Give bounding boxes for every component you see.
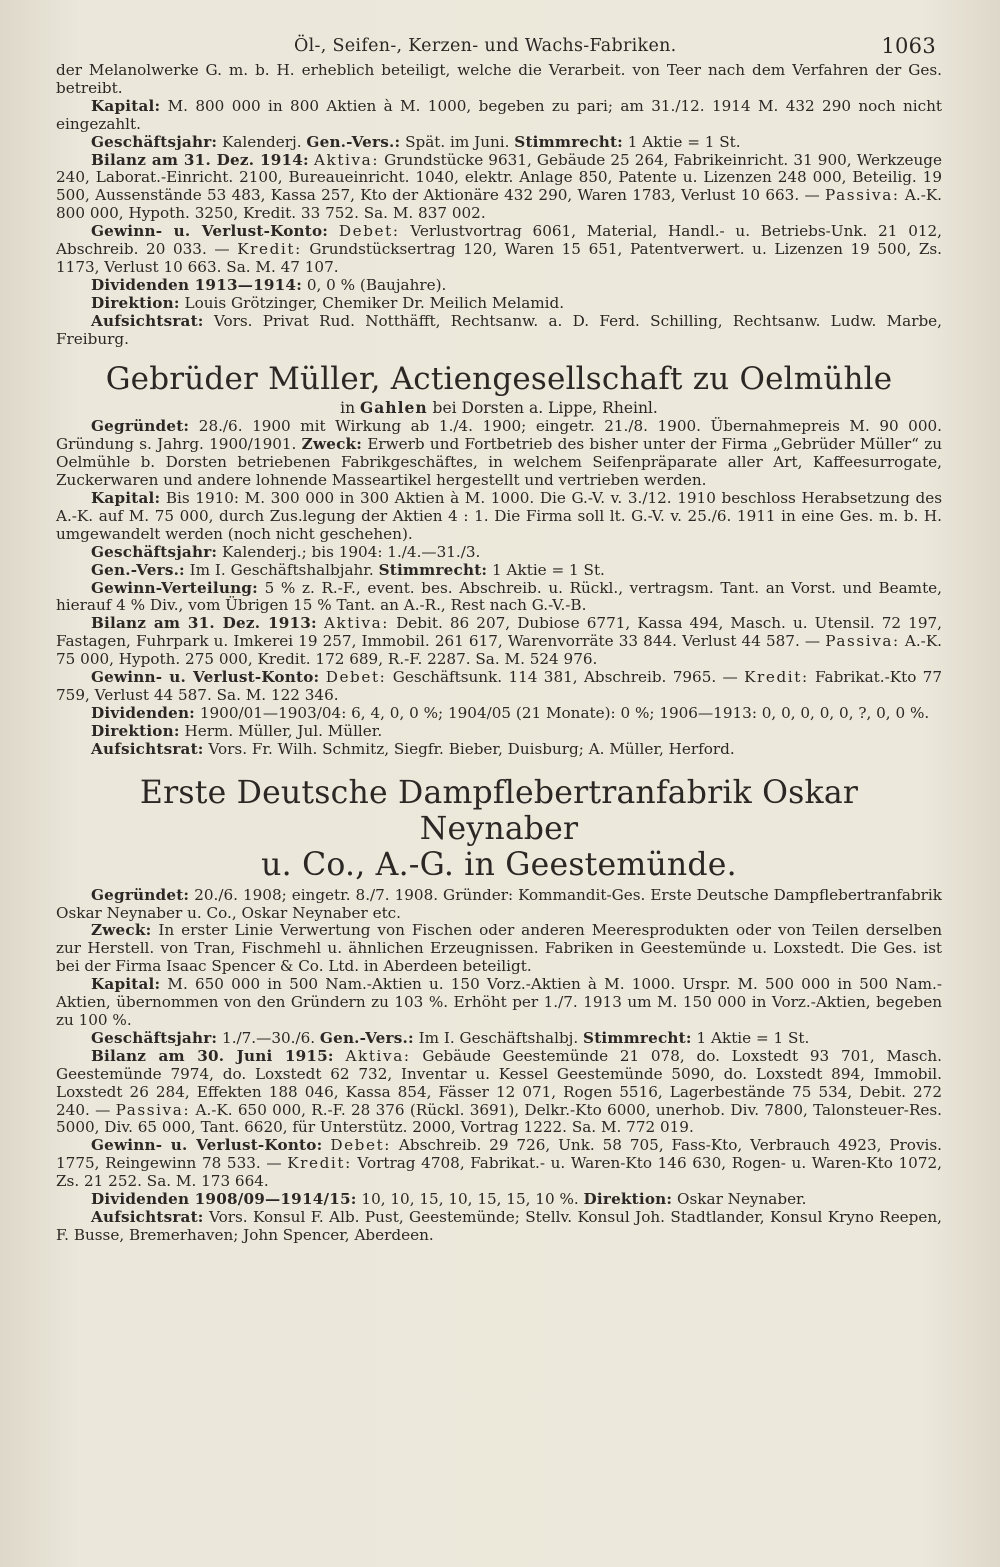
guv-paragraph (56, 223, 942, 277)
debet-label: Debet: (330, 1136, 392, 1155)
genvers-label: Gen.-Vers.: (319, 1028, 414, 1047)
dividenden-text: 0, 0 % (Baujahre). (302, 275, 447, 294)
direktion-label: Direktion: (583, 1190, 673, 1209)
geschaeftsjahr-text: 1./7.—30./6. (217, 1028, 320, 1047)
passiva-label: Passiva: (825, 632, 900, 651)
genvers-label: Gen.-Vers.: (91, 560, 185, 579)
zweck-text: In erster Linie Verwertung von Fischen oder anderen Meeresprodukten oder von Teilen derselben zur Herstell. von Tran, Fischmehl u. ähnlichen Erzeugnissen. Fabriken in Geestemünde u. Loxstedt. Die Ges. ist bei der Firma Isaac Spencer & Co. Ltd. in Aberdeen beteiligt. (56, 921, 942, 976)
debet-text: Verlustvortrag 6061, Material, Handl.- u. Betriebs-Unk. 21 012, Abschreib. 20 033. — (56, 222, 943, 259)
zweck-label: Zweck: (301, 435, 363, 454)
stimmrecht-text: 1 Aktie = 1 St. (487, 560, 605, 579)
aktiva-label: Aktiva: (313, 150, 380, 169)
previous-entry (56, 62, 942, 349)
aufsichtsrat-paragraph (56, 313, 942, 349)
kapital-label: Kapital: (91, 489, 161, 508)
location-rest: bei Dorsten a. Lippe, Rheinl. (427, 398, 658, 417)
kapital-text: M. 650 000 in 500 Nam.-Aktien u. 150 Vorz.-Aktien à M. 1000. Urspr. M. 500 000 in 500 Nam.-Aktien, übernommen von den Gründern zu 103 %. Erhöht per 1./7. 1913 um M. 150 000 in Vorz.-Aktien, begeben zu 100 %. (56, 975, 942, 1029)
company-title-line2: u. Co., A.-G. in Geestemünde. (261, 846, 737, 883)
aufsichtsrat-label: Aufsichtsrat: (91, 1207, 204, 1226)
guv-label: Gewinn- u. Verlust-Konto: (91, 668, 320, 687)
running-header (56, 36, 942, 62)
dividenden-label: Dividenden 1913—1914: (91, 275, 303, 294)
zweck-label: Zweck: (91, 921, 152, 940)
stimmrecht-text: 1 Aktie = 1 St. (622, 132, 741, 151)
zweck-text: Erwerb und Fortbetrieb des bisher unter der Firma „Gebrüder Müller“ zu Oelmühle b. Dorsten betriebenen Fabrikgeschäftes, in welchem Seifenpräparate aller Art, Kaffeesurrogate, Zuckerwaren und andere lohnende Masseartikel hergestellt und vertrieben werden. (56, 435, 942, 490)
kapital-text: M. 800 000 in 800 Aktien à M. 1000, begeben zu pari; am 31./12. 1914 M. 432 290 noch nicht eingezahlt. (56, 96, 942, 133)
kapital-paragraph (56, 490, 942, 544)
company-title: Gebrüder Müller, Actiengesellschaft zu Oelmühle (105, 360, 893, 397)
location-city: Gahlen (360, 397, 428, 417)
stimmrecht-label: Stimmrecht: (378, 560, 488, 579)
passiva-label: Passiva: (824, 186, 900, 205)
zweck-paragraph (56, 922, 942, 976)
passiva-text: A.-K. 800 000, Hypoth. 3250, Kredit. 33 752. Sa. M. 837 002. (56, 186, 942, 223)
aufsichtsrat-paragraph (56, 1209, 942, 1245)
entry-continuation: der Melanolwerke G. m. b. H. erheblich beteiligt, welche die Verarbeit. von Teer nach dem Verfahren der Ges. betreibt. (56, 61, 942, 97)
dividenden-label: Dividenden: (91, 703, 195, 722)
bilanz-label: Bilanz am 30. Juni 1915: (91, 1046, 334, 1065)
geschaeftsjahr-label: Geschäftsjahr: (91, 542, 218, 561)
aufsichtsrat-text: Vors. Konsul F. Alb. Pust, Geestemünde; Stellv. Konsul Joh. Stadtlander, Konsul Kryno Reepen, F. Busse, Bremerhaven; John Spencer, Aberdeen. (56, 1207, 942, 1244)
aufsichtsrat-paragraph (56, 741, 942, 759)
dividenden-text: 10, 10, 15, 10, 15, 15, 10 %. (356, 1190, 584, 1209)
kapital-label: Kapital: (91, 975, 161, 994)
aufsichtsrat-text: Vors. Privat Rud. Notthäfft, Rechtsanw. a. D. Ferd. Schilling, Rechtsanw. Ludw. Marbe, Freiburg. (56, 311, 942, 348)
aktiva-text: Gebäude Geestemünde 21 078, do. Loxstedt 93 701, Masch. Geestemünde 7974, do. Loxstedt 62 732, Inventar u. Kessel Geestemünde 5090, do. Loxstedt 894, Immobil. Loxstedt 26 284, Effekten 188 046, Kassa 854, Fässer 12 071, Rogen 5516, Lagerbestände 75 534, Debit. 272 240. — (56, 1046, 943, 1119)
aufsichtsrat-text: Vors. Fr. Wilh. Schmitz, Siegfr. Bieber, Duisburg; A. Müller, Herford. (203, 739, 735, 758)
direktion-paragraph (56, 723, 942, 741)
dividenden-paragraph (56, 705, 942, 723)
direktion-text: Louis Grötzinger, Chemiker Dr. Meilich Melamid. (179, 293, 565, 312)
guv-label: Gewinn- u. Verlust-Konto: (91, 222, 329, 241)
direktion-text: Oskar Neynaber. (672, 1190, 807, 1209)
page-number: 1063 (881, 34, 936, 58)
section-title: Öl-, Seifen-, Kerzen- und Wachs-Fabriken. (294, 36, 677, 56)
genvers-paragraph (56, 562, 942, 580)
stimmrecht-label: Stimmrecht: (514, 132, 623, 151)
kredit-label: Kredit: (237, 240, 302, 259)
gegruendet-text: 20./6. 1908; eingetr. 8./7. 1908. Gründer: Kommandit-Ges. Erste Deutsche Dampflebertranfabrik Oskar Neynaber u. Co., Oskar Neynaber etc. (56, 885, 942, 922)
aktiva-text: Grundstücke 9631, Gebäude 25 264, Fabrikeinricht. 31 900, Werkzeuge 240, Laborat.-Einricht. 2100, Bureaueinricht. 1040, elektr. Anlage 850, Patente u. Lizenzen 248 000, Beteilig. 19 500, Aussenstände 53 483, Kassa 257, Kto der Aktionäre 432 290, Waren 1783, Verlust 10 663. — (56, 150, 942, 205)
genvers-text: Im I. Geschäftshalbj. (413, 1028, 584, 1047)
gewinnverteilung-label: Gewinn-Verteilung: (91, 578, 258, 597)
geschaeftsjahr-paragraph (56, 1030, 942, 1048)
kredit-text: Grundstücksertrag 120, Waren 15 651, Patentverwert. u. Lizenzen 19 500, Zs. 1173, Verlust 10 663. Sa. M. 47 107. (56, 240, 942, 276)
direktion-label: Direktion: (91, 721, 180, 740)
kapital-paragraph (56, 976, 942, 1030)
kapital-paragraph (56, 98, 942, 134)
stimmrecht-text: 1 Aktie = 1 St. (691, 1028, 810, 1047)
gewinnverteilung-text: 5 % z. R.-F., event. bes. Abschreib. u. Rückl., vertragsm. Tant. an Vorst. und Beamte, hierauf 4 % Div., vom Übrigen 15 % Tant. an A.-R., Rest nach G.-V.-B. (56, 578, 942, 615)
aktiva-label: Aktiva: (323, 614, 390, 633)
dividenden-paragraph (56, 1191, 942, 1209)
dividenden-label: Dividenden 1908/09—1914/15: (91, 1190, 357, 1209)
kapital-label: Kapital: (91, 96, 161, 115)
kredit-text: Fabrikat.-Kto 77 759, Verlust 44 587. Sa. M. 122 346. (56, 668, 943, 704)
kapital-text: Bis 1910: M. 300 000 in 300 Aktien à M. 1000. Die G.-V. v. 3./12. 1910 beschloss Herabsetzung des A.-K. auf M. 75 000, durch Zus.legung der Aktien 4 : 1. Die Firma soll lt. G.-V. v. 25./6. 1911 in eine Ges. m. b. H. umgewandelt werden (noch nicht geschehen). (56, 489, 942, 543)
geschaeftsjahr-paragraph (56, 544, 942, 562)
company-title-line1: Erste Deutsche Dampflebertranfabrik Oskar Neynaber (139, 774, 859, 847)
geschaeftsjahr-label: Geschäftsjahr: (91, 1028, 218, 1047)
passiva-text: A.-K. 650 000, R.-F. 28 376 (Rückl. 3691), Delkr.-Kto 6000, unerhob. Div. 7800, Talonsteuer-Res. 5000, Div. 65 000, Tant. 6620, für Unterstütz. 2000, Vortrag 1222. Sa. M. 772 019. (56, 1100, 942, 1137)
bilanz-paragraph (56, 1048, 942, 1138)
gewinnverteilung-paragraph (56, 580, 942, 616)
company-location (56, 399, 942, 418)
kredit-label: Kredit: (287, 1154, 352, 1173)
bilanz-paragraph (56, 615, 942, 669)
debet-text: Abschreib. 29 726, Unk. 58 705, Fass-Kto, Verbrauch 4923, Provis. 1775, Reingewinn 78 533. — (56, 1136, 943, 1173)
geschaeftsjahr-label: Geschäftsjahr: (91, 132, 218, 151)
genvers-label: Gen.-Vers.: (306, 132, 401, 151)
aufsichtsrat-label: Aufsichtsrat: (91, 739, 204, 758)
gegruendet-paragraph (56, 418, 942, 490)
company-title (56, 775, 942, 883)
aufsichtsrat-label: Aufsichtsrat: (91, 311, 204, 330)
dividenden-text: 1900/01—1903/04: 6, 4, 0, 0 %; 1904/05 (21 Monate): 0 %; 1906—1913: 0, 0, 0, 0, 0, ?, 0, 0 %. (195, 703, 930, 722)
geschaeftsjahr-text: Kalenderj. (217, 132, 307, 151)
guv-paragraph (56, 669, 942, 705)
guv-label: Gewinn- u. Verlust-Konto: (91, 1136, 323, 1155)
debet-text: Geschäftsunk. 114 381, Abschreib. 7965. — (386, 668, 745, 687)
geschaeftsjahr-paragraph (56, 134, 942, 152)
company-entry-gebrueder-mueller (56, 361, 942, 759)
gegruendet-label: Gegründet: (91, 885, 190, 904)
direktion-text: Herm. Müller, Jul. Müller. (179, 721, 383, 740)
geschaeftsjahr-text: Kalenderj.; bis 1904: 1./4.—31./3. (217, 542, 481, 561)
company-entry-neynaber (56, 775, 942, 1245)
direktion-paragraph (56, 295, 942, 313)
stimmrecht-label: Stimmrecht: (583, 1028, 692, 1047)
bilanz-label: Bilanz am 31. Dez. 1913: (91, 614, 317, 633)
gegruendet-text: 28./6. 1900 mit Wirkung ab 1./4. 1900; eingetr. 21./8. 1900. Übernahmepreis M. 90 000. Gründung s. Jahrg. 1900/1901. (56, 417, 942, 454)
gegruendet-paragraph (56, 887, 942, 923)
kredit-label: Kredit: (744, 668, 809, 687)
genvers-text: Spät. im Juni. (400, 132, 515, 151)
gegruendet-label: Gegründet: (91, 417, 190, 436)
debet-label: Debet: (338, 222, 400, 241)
aktiva-label: Aktiva: (345, 1046, 411, 1065)
bilanz-paragraph (56, 152, 942, 224)
guv-paragraph (56, 1137, 942, 1191)
aktiva-text: Debit. 86 207, Dubiose 6771, Kassa 494, Masch. u. Utensil. 72 197, Fastagen, Fuhrpark u. Imkerei 19 257, Immobil. 261 617, Warenvorräte 33 844. Verlust 44 587. — (56, 614, 942, 651)
bilanz-label: Bilanz am 31. Dez. 1914: (91, 150, 309, 169)
direktion-label: Direktion: (91, 293, 180, 312)
kredit-text: Vortrag 4708, Fabrikat.- u. Waren-Kto 146 630, Rogen- u. Waren-Kto 1072, Zs. 21 252. Sa. M. 173 664. (56, 1154, 942, 1191)
dividenden-paragraph (56, 277, 942, 295)
genvers-text: Im I. Geschäftshalbjahr. (184, 560, 379, 579)
passiva-label: Passiva: (115, 1100, 191, 1119)
location-prefix: in (340, 398, 361, 417)
passiva-text: A.-K. 75 000, Hypoth. 275 000, Kredit. 172 689, R.-F. 2287. Sa. M. 524 976. (56, 632, 942, 669)
debet-label: Debet: (325, 668, 387, 687)
